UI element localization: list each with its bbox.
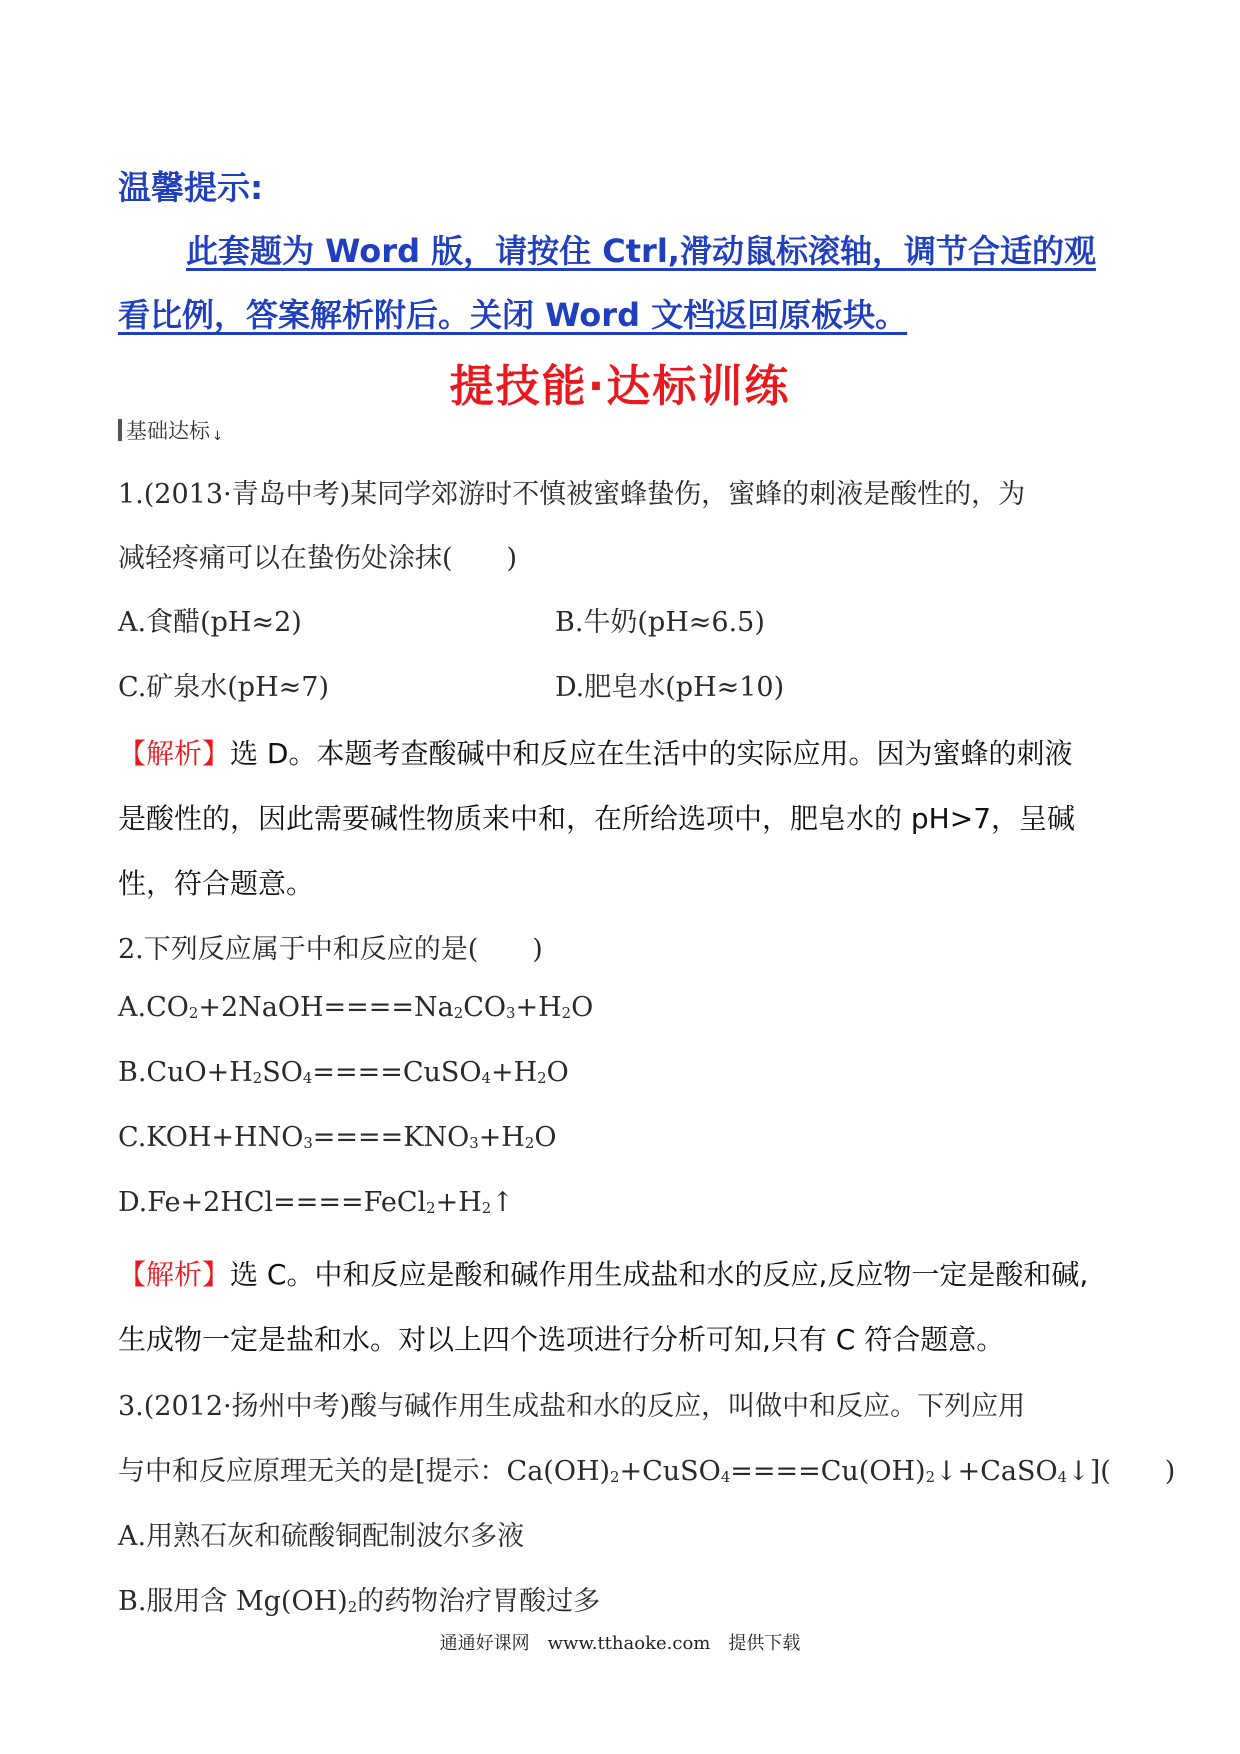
q1-analysis-text-1: 选 D。本题考查酸碱中和反应在生活中的实际应用。因为蜜蜂的刺液 [230, 737, 1073, 770]
q1-line-2: 减轻疼痛可以在蛰伤处涂抹( ) [118, 543, 518, 574]
q1-option-b: B.牛奶(pH≈6.5) [555, 607, 765, 638]
q2-stem: 2.下列反应属于中和反应的是( ) [118, 934, 543, 965]
q1-line-1: 1.(2013·青岛中考)某同学郊游时不慎被蜜蜂蛰伤，蜜蜂的刺液是酸性的，为 [118, 479, 1026, 510]
q3-option-a: A.用熟石灰和硫酸铜配制波尔多液 [118, 1521, 525, 1552]
q3-line-2: 与中和反应原理无关的是[提示：$Ca(OH)_2+CuSO_4====Cu(OH)_2↓+CaSO_4↓$]( ) [118, 1456, 1176, 1487]
q1-analysis-line-1 [118, 732, 1072, 772]
tip-line-1: 此套题为 Word 版，请按住 Ctrl,滑动鼠标滚轴，调节合适的观 [186, 232, 1096, 270]
section-badge [118, 415, 223, 445]
q2-analysis-line-2: 生成物一定是盐和水。对以上四个选项进行分析可知,只有 C 符合题意。 [118, 1323, 1005, 1356]
q2-option-b: $B.CuO+H_2SO_4====CuSO_4+H_2O$ [118, 1057, 569, 1088]
tip-title: 温馨提示: [118, 168, 264, 207]
q1-analysis-line-2: 是酸性的，因此需要碱性物质来中和，在所给选项中，肥皂水的 pH>7，呈碱 [118, 802, 1076, 835]
q1-option-a: A.食醋(pH≈2) [118, 607, 302, 638]
q1-analysis-line-3: 性，符合题意。 [118, 867, 315, 900]
badge-label: 基础达标 [126, 419, 210, 443]
footer-credit: 通通好课网 www.tthaoke.com 提供下载 [439, 1633, 801, 1654]
q3-option-b: B.服用含 $Mg(OH)_2$的药物治疗胃酸过多 [118, 1586, 601, 1617]
q3-line-1: 3.(2012·扬州中考)酸与碱作用生成盐和水的反应，叫做中和反应。下列应用 [118, 1391, 1026, 1422]
q1-option-c: C.矿泉水(pH≈7) [118, 672, 329, 703]
q2-analysis-line-1 [118, 1253, 1088, 1293]
tip-line-2: 看比例，答案解析附后。关闭 Word 文档返回原板块。 [118, 296, 908, 334]
q2-option-d: $D.Fe+2HCl====FeCl_2+H_2↑$ [118, 1187, 514, 1218]
q1-option-d: D.肥皂水(pH≈10) [555, 672, 785, 703]
down-arrow-icon: ↓ [212, 428, 223, 444]
q2-analysis-text-1: 选 C。中和反应是酸和碱作用生成盐和水的反应,反应物一定是酸和碱, [230, 1258, 1089, 1291]
badge-bar-icon [118, 419, 122, 441]
q2-option-c: $C.KOH+HNO_3====KNO_3+H_2O$ [118, 1122, 557, 1153]
q2-option-a: $A.CO_2+2NaOH====Na_2CO_3+H_2O$ [118, 992, 594, 1023]
analysis-label: 【解析】 [118, 1258, 231, 1291]
analysis-label: 【解析】 [118, 737, 231, 770]
up-arrow-icon: ↑ [491, 1187, 514, 1218]
section-title: 提技能·达标训练 [449, 361, 791, 412]
